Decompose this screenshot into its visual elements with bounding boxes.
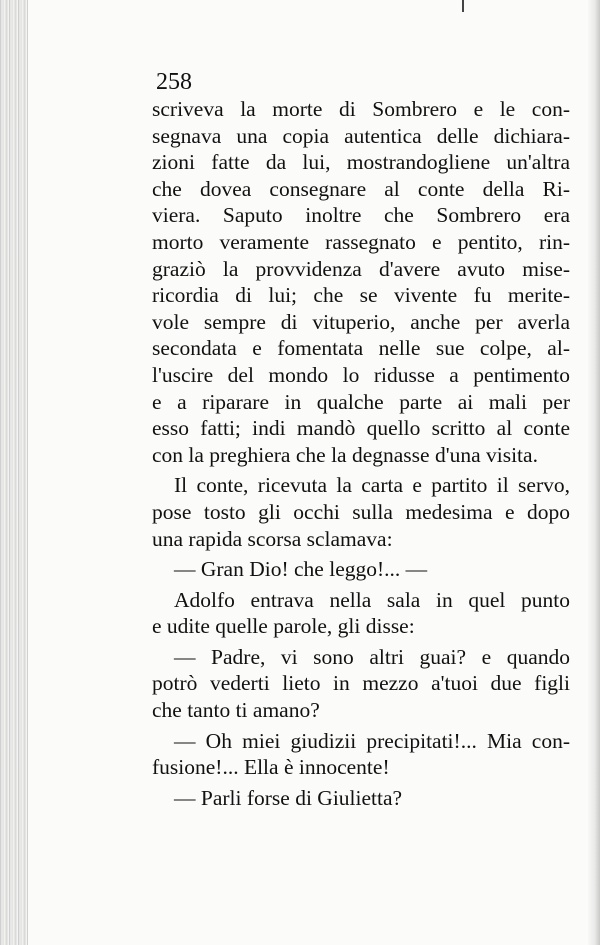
text-line: secondata e fomentata nelle sue colpe, al- [152, 336, 570, 361]
text-line: che dovea consegnare al conte della Ri- [152, 176, 570, 201]
text-line: potrò vederti lieto in mezzo a'tuoi due figli [152, 671, 570, 696]
text-line: morto veramente rassegnato e pentito, rin- [152, 229, 570, 254]
text-line: — Oh miei giudizii precipitati!... Mia con- [174, 728, 570, 753]
text-line: pose tosto gli occhi sulla medesima e dopo [152, 499, 570, 524]
text-line: scriveva la morte di Sombrero e le con- [152, 97, 570, 121]
page-number: 258 [156, 69, 192, 95]
text-line: graziò la provvidenza d'avere avuto mise- [152, 256, 570, 281]
text-line: Il conte, ricevuta la carta e partito il servo, [174, 473, 570, 498]
text-line: e a riparare in qualche parte ai mali per [152, 389, 570, 414]
text-line: che tanto ti amano? [152, 698, 320, 723]
body-text [152, 96, 570, 811]
text-line: una rapida scorsa sclamava: [152, 526, 393, 551]
binding-mark [462, 0, 464, 12]
page-edge-shadow [586, 0, 600, 945]
text-line: fusione!... Ella è innocente! [152, 755, 390, 780]
text-line: viera. Saputo inoltre che Sombrero era [152, 203, 570, 228]
text-line: segnava una copia autentica delle dichiara- [152, 123, 570, 148]
text-line: — Padre, vi sono altri guai? e quando [174, 644, 570, 669]
page-gutter-shadow [0, 0, 28, 945]
text-line: — Gran Dio! che leggo!... — [174, 557, 428, 582]
text-line: con la preghiera che la degnasse d'una visita. [152, 442, 538, 467]
text-line: esso fatti; indi mandò quello scritto al conte [152, 416, 570, 441]
text-line: e udite quelle parole, gli disse: [152, 614, 415, 639]
text-line: ricordia di lui; che se vivente fu merite- [152, 283, 570, 308]
text-line: — Parli forse di Giulietta? [174, 785, 403, 810]
text-line: vole sempre di vituperio, anche per averla [152, 309, 570, 334]
text-line: zioni fatte da lui, mostrandogliene un'altra [152, 150, 570, 175]
text-line: Adolfo entrava nella sala in quel punto [174, 587, 570, 612]
text-line: l'uscire del mondo lo ridusse a pentimento [152, 362, 570, 387]
